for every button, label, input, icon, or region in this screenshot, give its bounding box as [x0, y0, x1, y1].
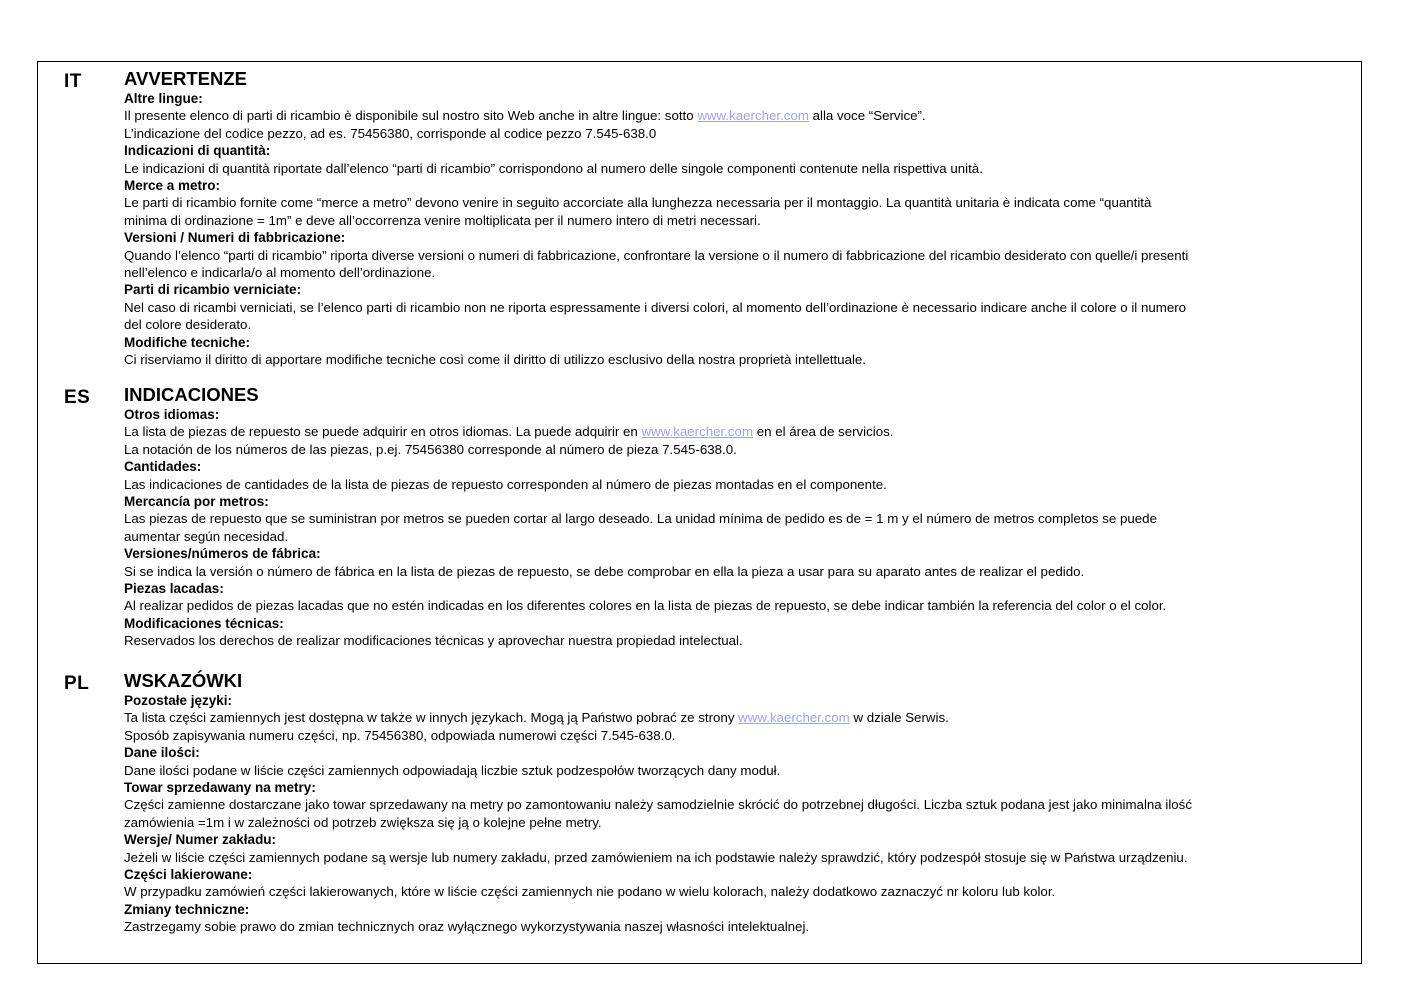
entry-text-part: Il presente elenco di parti di ricambio è disponibile sul nostro sito Web anche in altre lingue: sotto	[124, 108, 698, 124]
website-link[interactable]: www.kaercher.com	[738, 710, 850, 726]
entry-heading: Wersje/ Numer zakładu:	[124, 832, 277, 848]
entry-text: L’indicazione del codice pezzo, ad es. 75456380, corrisponde al codice pezzo 7.545-638.0	[124, 125, 657, 141]
entry-text: Le indicazioni di quantità riportate dall’elenco “parti di ricambio” corrispondono al numero delle singole componenti contenute nella rispettiva unità.	[124, 160, 983, 176]
entry-heading: Merce a metro:	[124, 178, 221, 194]
entry-text: Nel caso di ricambi verniciati, se l’elenco parti di ricambio non ne riporta espressamente i diversi colori, al momento dell’ordinazione è necessario indicare anche il colore o il numero	[124, 299, 1187, 315]
entry-heading: Części lakierowane:	[124, 867, 253, 883]
entry-heading: Modifiche tecniche:	[124, 334, 251, 350]
entry-heading: Cantidades:	[124, 459, 202, 475]
entry-heading: Otros idiomas:	[124, 407, 220, 422]
section-title: INDICACIONES	[124, 384, 259, 405]
entry-heading: Pozostałe języki:	[124, 693, 233, 708]
entry-text	[124, 709, 1344, 726]
entry-text: aumentar según necesidad.	[124, 528, 289, 544]
entry-heading: Zmiany techniczne:	[124, 901, 250, 917]
entry-text: Al realizar pedidos de piezas lacadas que no estén indicadas en los diferentes colores en la lista de piezas de repuesto, se debe indicar también la referencia del color o el color.	[124, 598, 1167, 614]
entry-heading: Altre lingue:	[124, 91, 203, 106]
entry-text: Dane ilości podane w liście części zamiennych odpowiadają liczbie sztuk podzespołów tworzących dany moduł.	[124, 762, 781, 778]
entry-text: Quando l’elenco “parti di ricambio” riporta diverse versioni o numeri di fabbricazione, confrontare la versione o il numero di fabbricazione del ricambio desiderato con quelle/i presenti	[124, 247, 1189, 263]
entry-heading: Modificaciones técnicas:	[124, 615, 284, 631]
entry-heading: Piezas lacadas:	[124, 581, 224, 597]
entry-text: Le parti di ricambio fornite come “merce a metro” devono venire in seguito accorciate alla lunghezza necessaria per il montaggio. La quantità unitaria è indicata come “quantità	[124, 195, 1152, 211]
entry-text: Las piezas de repuesto que se suministran por metros se pueden cortar al largo deseado. La unidad mínima de pedido es de = 1 m y el número de metros completos se puede	[124, 511, 1157, 527]
entry-text-part: La lista de piezas de repuesto se puede adquirir en otros idiomas. La puede adquirir en	[124, 424, 642, 440]
entry-text-part: en el área de servicios.	[753, 424, 894, 440]
entry-heading: Towar sprzedawany na metry:	[124, 780, 316, 796]
entry-heading: Parti di ricambio verniciate:	[124, 282, 302, 298]
entry-text: zamówienia =1m i w zależności od potrzeb zwiększa się ją o kolejne pełne metry.	[124, 814, 602, 830]
entry-text: Jeżeli w liście części zamiennych podane są wersje lub numery zakładu, przed zamówieniem na ich podstawie należy sprawdzić, który podzespół stosuje się w Państwa urządzeniu.	[124, 849, 1188, 865]
section-title: WSKAZÓWKI	[124, 670, 243, 691]
entry-text-part: w dziale Serwis.	[849, 710, 949, 726]
entry-text	[124, 423, 1344, 440]
section-content	[124, 68, 1344, 369]
entry-text: Zastrzegamy sobie prawo do zmian technicznych oraz wyłącznego wykorzystywania naszej własności intelektualnej.	[124, 919, 810, 935]
entry-heading: Dane ilości:	[124, 745, 200, 761]
entry-text: Sposób zapisywania numeru części, np. 75456380, odpowiada numerowi części 7.545-638.0.	[124, 727, 676, 743]
entry-text-part: Ta lista części zamiennych jest dostępna w także w innych językach. Mogą ją Państwo pobrać ze strony	[124, 710, 739, 726]
language-code: IT	[64, 71, 82, 92]
website-link[interactable]: www.kaercher.com	[641, 424, 754, 440]
section-title: AVVERTENZE	[124, 68, 248, 89]
entry-text: Ci riserviamo il diritto di apportare modifiche tecniche così come il diritto di utilizzo esclusivo della nostra proprietà intellettuale.	[124, 352, 867, 368]
entry-text-part: alla voce “Service”.	[808, 108, 926, 124]
language-code: ES	[64, 387, 91, 408]
entry-text: nell’elenco e indicarla/o al momento dell’ordinazione.	[124, 265, 436, 281]
entry-heading: Indicazioni di quantità:	[124, 143, 271, 159]
entry-heading: Mercancía por metros:	[124, 494, 269, 510]
entry-heading: Versioni / Numeri di fabbricazione:	[124, 230, 346, 246]
document-frame	[37, 61, 1362, 964]
language-code: PL	[64, 673, 90, 694]
entry-text: Las indicaciones de cantidades de la lista de piezas de repuesto corresponden al número de piezas montadas en el componente.	[124, 476, 887, 492]
section-content	[124, 384, 1344, 650]
entry-heading: Versiones/números de fábrica:	[124, 546, 321, 562]
entry-text: Reservados los derechos de realizar modificaciones técnicas y aprovechar nuestra propiedad intelectual.	[124, 633, 743, 649]
website-link[interactable]: www.kaercher.com	[697, 108, 809, 124]
section-content	[124, 670, 1344, 936]
entry-text: minima di ordinazione = 1m” e deve all’occorrenza venire moltiplicata per il numero intero di metri necessari.	[124, 212, 761, 228]
entry-text: W przypadku zamówień części lakierowanych, które w liście części zamiennych nie podano w wielu kolorach, należy dodatkowo zaznaczyć nr koloru lub kolor.	[124, 884, 1056, 900]
entry-text: Części zamienne dostarczane jako towar sprzedawany na metry po zamontowaniu należy samodzielnie skrócić do potrzebnej długości. Liczba sztuk podana jest jako minimalna ilość	[124, 797, 1192, 813]
entry-text: Si se indica la versión o número de fábrica en la lista de piezas de repuesto, se debe comprobar en ella la pieza a usar para su aparato antes de realizar el pedido.	[124, 563, 1085, 579]
entry-text: La notación de los números de las piezas, p.ej. 75456380 corresponde al número de pieza 7.545-638.0.	[124, 441, 737, 457]
entry-text	[124, 107, 1344, 124]
entry-text: del colore desiderato.	[124, 317, 252, 333]
